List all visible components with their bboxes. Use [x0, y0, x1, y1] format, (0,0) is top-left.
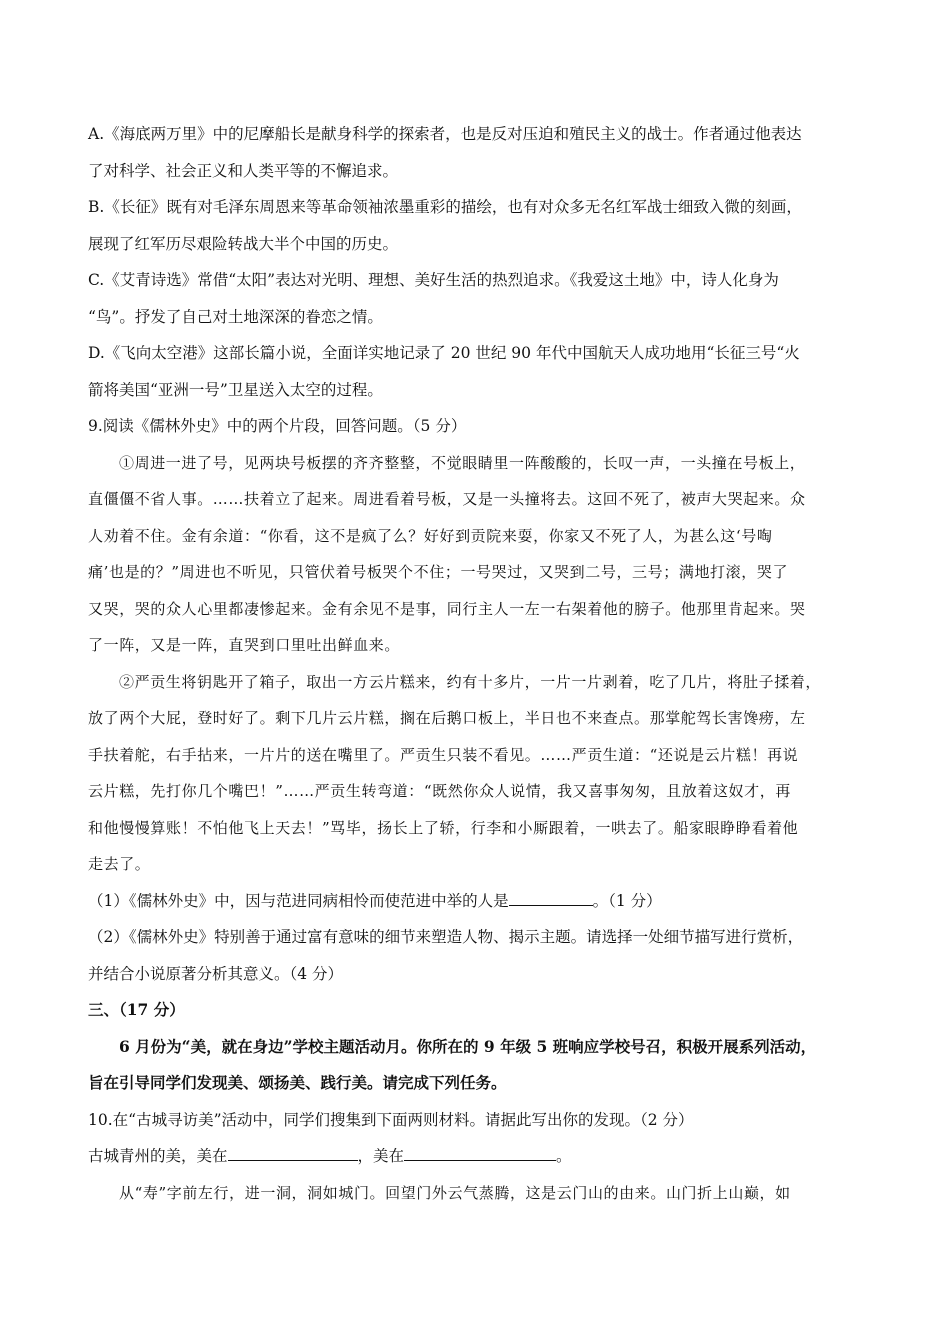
option-c-line-2: “鸟”。抒发了自己对土地深深的眷恋之情。	[88, 307, 383, 326]
q10-fill-label-b: ，美在	[357, 1147, 405, 1165]
option-d-line-1: D.《飞向太空港》这部长篇小说，全面详实地记录了 20 世纪 90 年代中国航天人成功地用“长征三号“火	[88, 344, 800, 362]
option-c-line-1: C.《艾青诗选》常借“太阳”表达对光明、理想、美好生活的热烈追求。《我爱这土地》中，诗人化身为	[88, 271, 779, 289]
q10-material-line: 从“寿”字前左行，进一洞，洞如城门。回望门外云气蒸腾，这是云门山的由来。山门折上山巅，如	[119, 1183, 791, 1202]
q9-sub1-answer-blank[interactable]	[509, 887, 593, 906]
option-a-line-1: A.《海底两万里》中的尼摩船长是献身科学的探索者，也是反对压迫和殖民主义的战士。作者通过他表达	[88, 125, 802, 143]
passage2-line: 手扶着舵，右手拈来，一片片的送在嘴里了。严贡生只装不看见。……严贡生道：“还说是云片糕！再说	[88, 745, 799, 764]
q10-fill-line	[88, 1138, 866, 1175]
passage1-line: 又哭，哭的众人心里都凄惨起来。金有余见不是事，同行主人一左一右架着他的膀子。他那里肯起来。哭	[88, 599, 806, 618]
q9-sub1	[88, 883, 866, 920]
q10-fill-label-a: 古城青州的美，美在	[88, 1147, 228, 1165]
passage1-line: 痛’也是的？”周进也不听见，只管伏着号板哭个不住；一号哭过，又哭到二号，三号；满地打滚，哭了	[88, 563, 789, 581]
q10-stem: 10.在“古城寻访美”活动中，同学们搜集到下面两则材料。请据此写出你的发现。（2 分）	[88, 1110, 694, 1129]
q9-sub2-line-1: （2）《儒林外史》特别善于通过富有意味的细节来塑造人物、揭示主题。请选择一处细节描写进行赏析，	[88, 928, 804, 946]
option-b-line-1: B.《长征》既有对毛泽东周恩来等革命领袖浓墨重彩的描绘，也有对众多无名红军战士细致入微的刻画，	[88, 198, 802, 216]
q9-stem: 9.阅读《儒林外史》中的两个片段，回答问题。（5 分）	[88, 417, 467, 435]
passage2-line: 云片糕，先打你几个嘴巴！”……严贡生转弯道：“既然你众人说情，我又喜事匆匆，且放着这奴才，再	[88, 782, 791, 800]
passage1-line: 直僵僵不省人事。……扶着立了起来。周进看着号板，又是一头撞将去。这回不死了，被声大哭起来。众	[88, 490, 806, 508]
section-3-intro-line-1: 6 月份为“美，就在身边”学校主题活动月。你所在的 9 年级 5 班响应学校号召，积极开展系列活动，	[119, 1036, 817, 1056]
exam-page	[88, 116, 866, 1211]
q9-sub1-text: （1）《儒林外史》中，因与范进同病相怜而使范进中举的人是	[88, 891, 509, 910]
q9-sub2-line-2: 并结合小说原著分析其意义。（4 分）	[88, 964, 344, 983]
passage1-line: 了一阵，又是一阵，直哭到口里吐出鲜血来。	[88, 636, 401, 654]
passage2-line: 走去了。	[88, 855, 151, 873]
passage2-line: 和他慢慢算账！不怕他飞上天去！”骂毕，扬长上了轿，行李和小厮跟着，一哄去了。船家眼睁睁看着他	[88, 818, 799, 837]
q10-answer-blank-2[interactable]	[404, 1142, 556, 1161]
q10-fill-end: 。	[556, 1147, 572, 1165]
q9-sub1-score: 。（1 分）	[592, 891, 662, 910]
passage2-line: 放了两个大屁，登时好了。剩下几片云片糕，搁在后鹅口板上，半日也不来查点。那掌舵驾长害馋痨，左	[88, 709, 806, 727]
passage1-line: ①周进一进了号，见两块号板摆的齐齐整整，不觉眼睛里一阵酸酸的，长叹一声，一头撞在号板上，	[119, 453, 806, 472]
option-b-line-2: 展现了红军历尽艰险转战大半个中国的历史。	[88, 234, 399, 253]
option-a-line-2: 了对科学、社会正义和人类平等的不懈追求。	[88, 161, 399, 180]
q10-answer-blank-1[interactable]	[228, 1142, 358, 1161]
passage1-line: 人劝着不住。金有余道：“你看，这不是疯了么？好好到贡院来耍，你家又不死了人，为甚么这‘号啕	[88, 526, 773, 545]
option-d-line-2: 箭将美国“亚洲一号”卫星送入太空的过程。	[88, 380, 383, 399]
section-3-title: 三、（17 分）	[88, 1000, 185, 1019]
section-3-intro-line-2: 旨在引导同学们发现美、颂扬美、践行美。请完成下列任务。	[88, 1073, 507, 1092]
passage2-line: ②严贡生将钥匙开了箱子，取出一方云片糕来，约有十多片，一片一片剥着，吃了几片，将肚子揉着，	[119, 672, 822, 691]
